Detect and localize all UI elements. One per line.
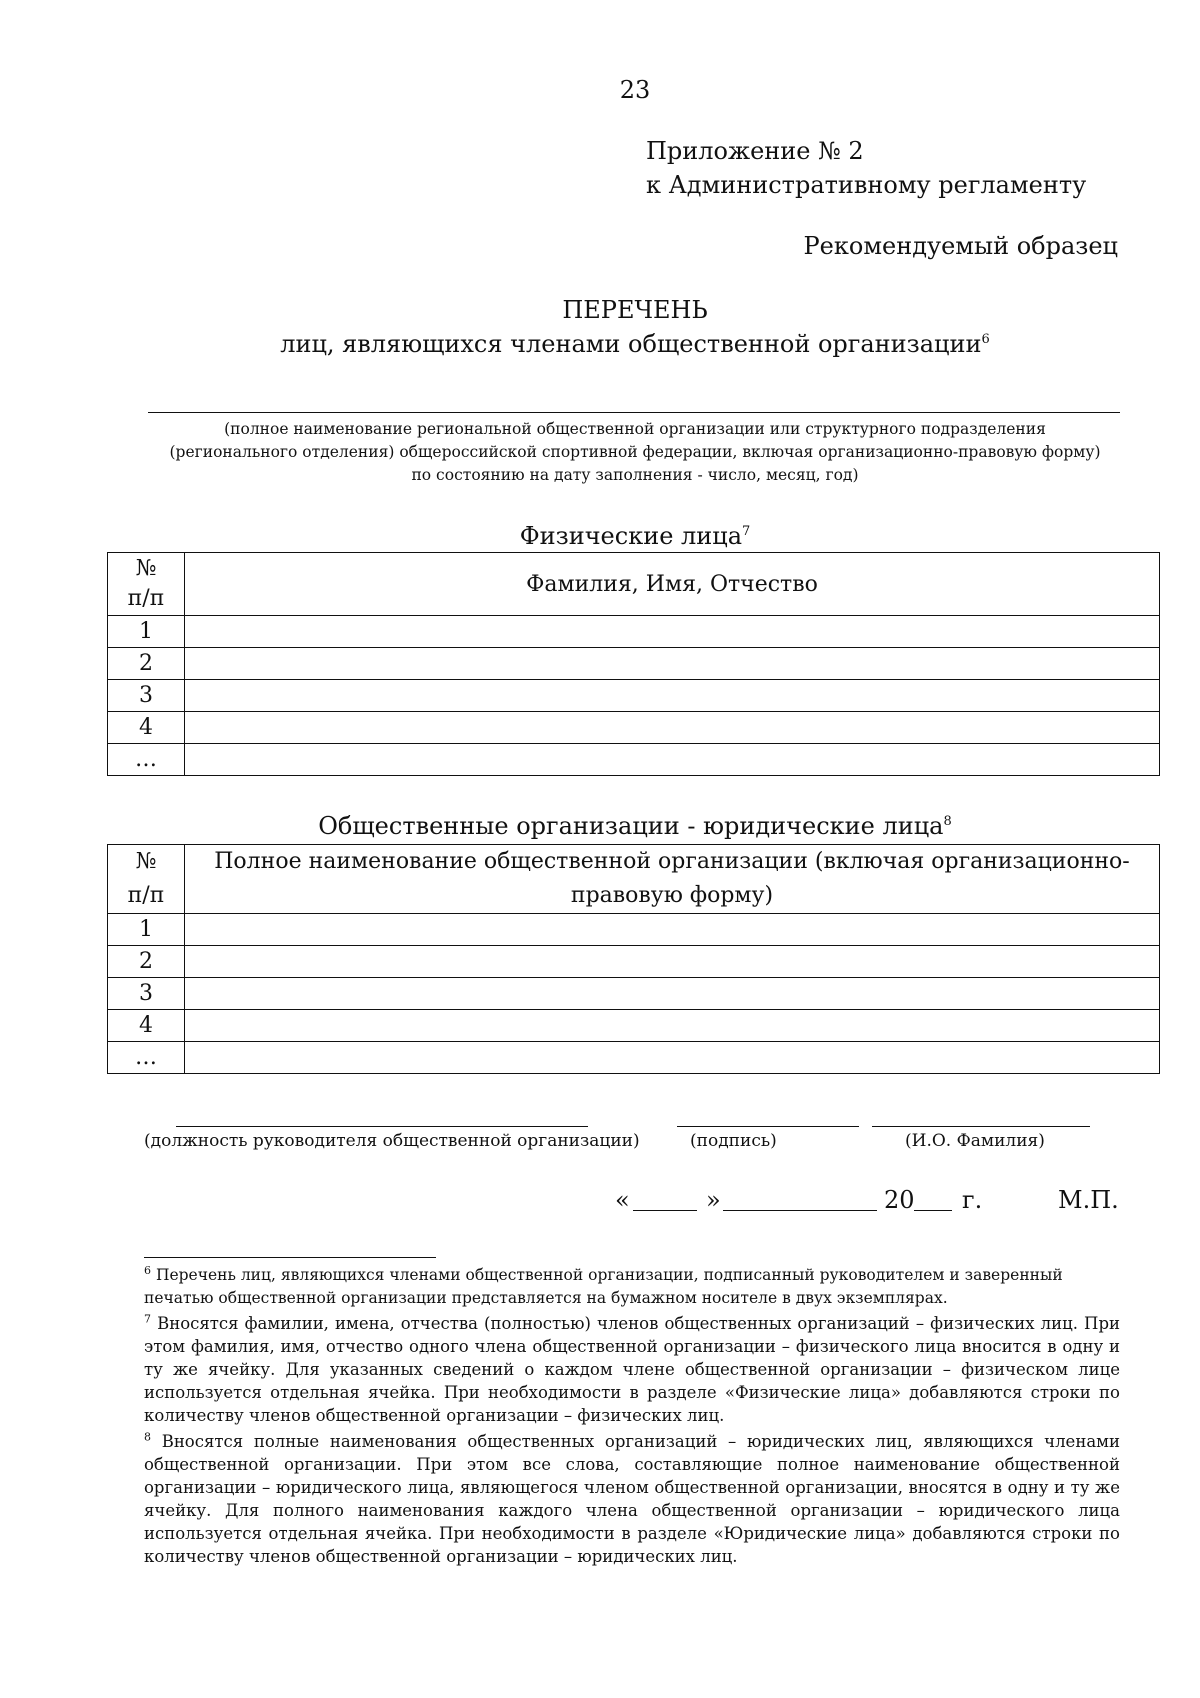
- position-caption: (должность руководителя общественной организации): [144, 1131, 640, 1151]
- table-row: [108, 648, 1160, 680]
- year-prefix: 20: [884, 1186, 915, 1214]
- number-header-line-2: п/п: [127, 586, 165, 611]
- number-header-line-1: №: [135, 849, 157, 874]
- signature-line[interactable]: [677, 1126, 859, 1127]
- organization-caption-line-2: (регионального отделения) общероссийской спортивной федерации, включая организационно-правовую форму): [169, 443, 1101, 461]
- document-subtitle-text: лиц, являющихся членами общественной организации: [280, 330, 982, 358]
- footnote-mark-8: 8: [144, 1430, 151, 1444]
- table-row: [108, 978, 1160, 1010]
- individuals-section-title: [0, 522, 1200, 550]
- footnote-mark-7: 7: [144, 1312, 151, 1326]
- row-name-cell[interactable]: [185, 616, 1160, 648]
- row-organization-cell[interactable]: [185, 1042, 1160, 1074]
- row-number: 2: [108, 946, 185, 978]
- footnote-separator: [144, 1257, 436, 1258]
- name-caption: (И.О. Фамилия): [905, 1131, 1045, 1151]
- footnote-8-text: Вносятся полные наименования общественных организаций – юридических лиц, являющихся членами общественной организации. При этом все слова, составляющие полное наименование общественной организации – юридического лица, являющегося членом общественной организации, вносятся в одну и ту же ячейку. Для полного наименования каждого члена общественной организации – юридического лица используется отдельная ячейка. При необходимости в разделе «Юридические лица» добавляются строки по количеству членов общественной организации – юридических лиц.: [144, 1432, 1120, 1566]
- full-name-column-header: Фамилия, Имя, Отчество: [185, 553, 1160, 616]
- row-number: 4: [108, 1010, 185, 1042]
- month-line[interactable]: [723, 1210, 877, 1211]
- row-number: 1: [108, 616, 185, 648]
- footnote-mark-6: 6: [144, 1263, 151, 1277]
- legal-entities-title-text: Общественные организации - юридические лица: [318, 812, 944, 840]
- legal-entities-table: [107, 844, 1160, 1074]
- table-header-row: [108, 845, 1160, 914]
- document-title: ПЕРЕЧЕНЬ: [562, 296, 708, 324]
- row-name-cell[interactable]: [185, 680, 1160, 712]
- row-name-cell[interactable]: [185, 712, 1160, 744]
- organization-header-line-2: правовую форму): [570, 883, 774, 908]
- table-header-row: [108, 553, 1160, 616]
- date-close-quote: »: [706, 1186, 721, 1214]
- row-organization-cell[interactable]: [185, 1010, 1160, 1042]
- footnote-7-text: Вносятся фамилии, имена, отчества (полностью) членов общественных организаций – физических лиц. При этом фамилия, имя, отчество одного члена общественной организации – физического лица вносится в одну и ту же ячейку. Для указанных сведений о каждом члене общественной организации – физическом лице используется отдельная ячейка. При необходимости в разделе «Физические лица» добавляются строки по количеству членов общественной организации – физических лиц.: [144, 1314, 1121, 1425]
- footnote-ref-6: 6: [981, 332, 990, 347]
- row-name-cell[interactable]: [185, 744, 1160, 776]
- row-number: …: [108, 1042, 185, 1074]
- table-row: [108, 680, 1160, 712]
- appendix-line-2: к Административному регламенту: [646, 171, 1087, 199]
- number-header-line-2: п/п: [127, 883, 165, 908]
- name-signature-line[interactable]: [872, 1126, 1090, 1127]
- number-header-line-1: №: [135, 556, 157, 581]
- row-number: 2: [108, 648, 185, 680]
- table-row: [108, 616, 1160, 648]
- year-line[interactable]: [914, 1210, 952, 1211]
- footnote-7: [144, 1312, 1120, 1427]
- sample-label: Рекомендуемый образец: [803, 232, 1118, 260]
- number-column-header: [108, 553, 185, 616]
- individuals-title-text: Физические лица: [519, 522, 743, 550]
- row-name-cell[interactable]: [185, 648, 1160, 680]
- row-number: 1: [108, 914, 185, 946]
- page-number: 23: [619, 76, 651, 104]
- seal-label: М.П.: [1058, 1186, 1119, 1214]
- row-organization-cell[interactable]: [185, 914, 1160, 946]
- row-number: 3: [108, 978, 185, 1010]
- table-row: [108, 744, 1160, 776]
- signature-caption: (подпись): [690, 1131, 777, 1151]
- row-organization-cell[interactable]: [185, 978, 1160, 1010]
- footnote-ref-7: 7: [742, 524, 751, 539]
- row-organization-cell[interactable]: [185, 946, 1160, 978]
- organization-caption-line-3: по состоянию на дату заполнения - число, месяц, год): [411, 466, 859, 484]
- year-suffix: г.: [962, 1186, 983, 1214]
- footnote-8: [144, 1430, 1120, 1568]
- table-row: [108, 1010, 1160, 1042]
- table-row: [108, 1042, 1160, 1074]
- organization-name-line: [148, 412, 1120, 413]
- date-open-quote: «: [615, 1186, 630, 1214]
- organization-header-line-1: Полное наименование общественной организации (включая организационно-: [214, 849, 1130, 874]
- organization-caption-line-1: (полное наименование региональной общественной организации или структурного подразделения: [224, 420, 1046, 438]
- appendix-line-1: Приложение № 2: [646, 137, 864, 165]
- organization-caption: [140, 418, 1130, 487]
- row-number: 4: [108, 712, 185, 744]
- legal-entities-section-title: [0, 812, 1200, 840]
- footnote-ref-8: 8: [943, 814, 952, 829]
- number-column-header: [108, 845, 185, 914]
- day-line[interactable]: [633, 1210, 697, 1211]
- footnote-6: [144, 1264, 1120, 1310]
- row-number: 3: [108, 680, 185, 712]
- table-row: [108, 914, 1160, 946]
- appendix-header: [646, 134, 1086, 202]
- organization-name-column-header: [185, 845, 1160, 914]
- footnote-6-text: Перечень лиц, являющихся членами общественной организации, подписанный руководителем и заверенный печатью общественной организации представляется на бумажном носителе в двух экземплярах.: [144, 1266, 1063, 1307]
- row-number: …: [108, 744, 185, 776]
- position-signature-line[interactable]: [176, 1126, 588, 1127]
- individuals-table: [107, 552, 1160, 776]
- table-row: [108, 946, 1160, 978]
- document-subtitle: [0, 330, 1200, 358]
- table-row: [108, 712, 1160, 744]
